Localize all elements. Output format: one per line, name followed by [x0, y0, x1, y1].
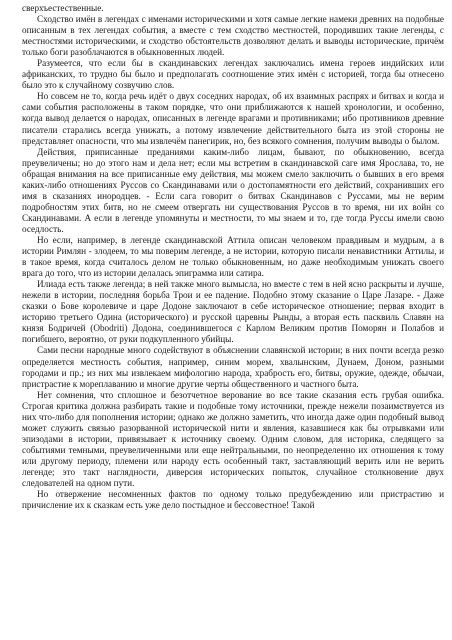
- paragraph-rejection-of-facts: Но отвержение несомненных фактов по одному только предубеждению или пристрастию и причисление их к сказкам есть уже дело постыдное и бессовестное! Такой: [22, 489, 444, 511]
- paragraph-neighboring-peoples: Но совсем не то, когда речь идёт о двух соседних народах, об их взаимных распрях и битвах и когда и сами события расположены в таком порядке, что они приближаются к нашей хронологии, и особенно, когда вывод делается о народах, описанных в легенде врагами и противниками; ибо противников древние писатели старались всегда унижать, а потому извлечение действительного быта из этой стороны не представляет опасности, что мы извлечём панегирик, но, без всякого сомнения, получим выводы о былом.: [22, 91, 444, 146]
- paragraph-continuation: сверхъестественные.: [22, 3, 104, 13]
- paragraph-name-similarity: Сходство имён в легендах с именами историческими и хотя самые легкие намеки древних на подобные описанным в тех легендах события, а вместе с тем сходство местностей, породивших такие легенды, с местностями историческими, и сходство обстоятельств дозволяют делать и выводы исторические, причём только боги разоблачаются в обыкновенных людей.: [22, 14, 444, 58]
- paragraph-foreign-names: Разумеется, что если бы в скандинавских легендах заключались имена героев индийских или африканских, то трудно бы было и предполагать соотношение этих имён с историей, тогда бы отнесено было это к случайному созвучию слов.: [22, 58, 444, 91]
- paragraph-folk-songs: Сами песни народные много содействуют в объяснении славянской истории; в них почти всегда резко определяется местность события, например, синим морем, хвалынским, Дунаем, Доном, разными городами и пр.; из них мы извлекаем мифологию народа, храбрость его, битвы, оружие, одежде, обычаи, пристрастие к мореплаванию и многие другие черты общественного и частного быта.: [22, 345, 444, 389]
- paragraph-criticism: Нет сомнения, что сплошное и безотчетное верование во все такие сказания есть грубая ошибка. Строгая критика должна разбирать такие и подобные тому источники, прежде нежели позаимствуется из них что-либо для пополнения истории; однако же должно заметить, что иногда даже один подобный вывод может служить связью разорванной исторической нити и явления, казавшиеся как бы отрывками или эпизодами в истории, привязывает к источнику своему. Одним словом, для историка, следящего за событиями темными, преувеличенными или еще нейтральными, по неопределенно их отношения к тому или другому периоду, племени или народу есть особенный такт, заставляющий верить или не верить легенде; это такт наглядности, диверсия исторических попыток, случайное столкновение двух следователей на одном пути.: [22, 389, 444, 489]
- paragraph-attila: Но если, например, в легенде скандинавской Аттила описан человеком правдивым и мудрым, а в истории Римлян - злодеем, то мы поверим легенде, а не истории, которую писали ненавистники Аттилы, и в такое время, когда считалось делом не только обыкновенным, но даже необходимым унижать своего врага до того, что из истории делалась эпиграмма или сатира.: [22, 234, 444, 279]
- document-page: [22, 3, 444, 511]
- paragraph-exaggerated-deeds: Действия, приписанные преданиями каким-либо лицам, бывают, по обыкновению, всегда преувеличены; но до этого нам и дела нет; если мы встретим в скандинавской саге имя Ярослава, то, не обращая внимания на все приписанные ему действия, мы можем смело заключить о бывших в его время каких-либо отношениях Руссов со Скандинавами или о достопамятности его действий, сохранивших его имя в сказаниях инородцев. - Если сага говорит о битвах Скандинавов с Руссами, мы не верим подробностям этих битв, но не смеем отвергать ни существования Руссов в то время, ни их войн со Скандинавами. А если в легенде упомянуты и местности, то мы знаем и то, где тогда Руссы имели свою оседлость.: [22, 146, 444, 234]
- paragraph-iliad: Илиада есть также легенда; в ней также много вымысла, но вместе с тем в ней ясно раскрыты и лучше, нежели в истории, последняя борьба Трои и ее падение. Подобно этому сказание о Царе Лазаре. - Даже сказки о Бове королевиче и царе Додоне заключают в себе историческое отношение; первая входит в историю третьего Одина (исторического) и русской царевны Рынды, а вторая есть пасквиль Славян на князя Бодричей (Obodriti) Додона, соединившегося с Карлом Великим против Поморян и Полабов и погибшего, вероятно, от руки подкупленного убийцы.: [22, 279, 444, 345]
